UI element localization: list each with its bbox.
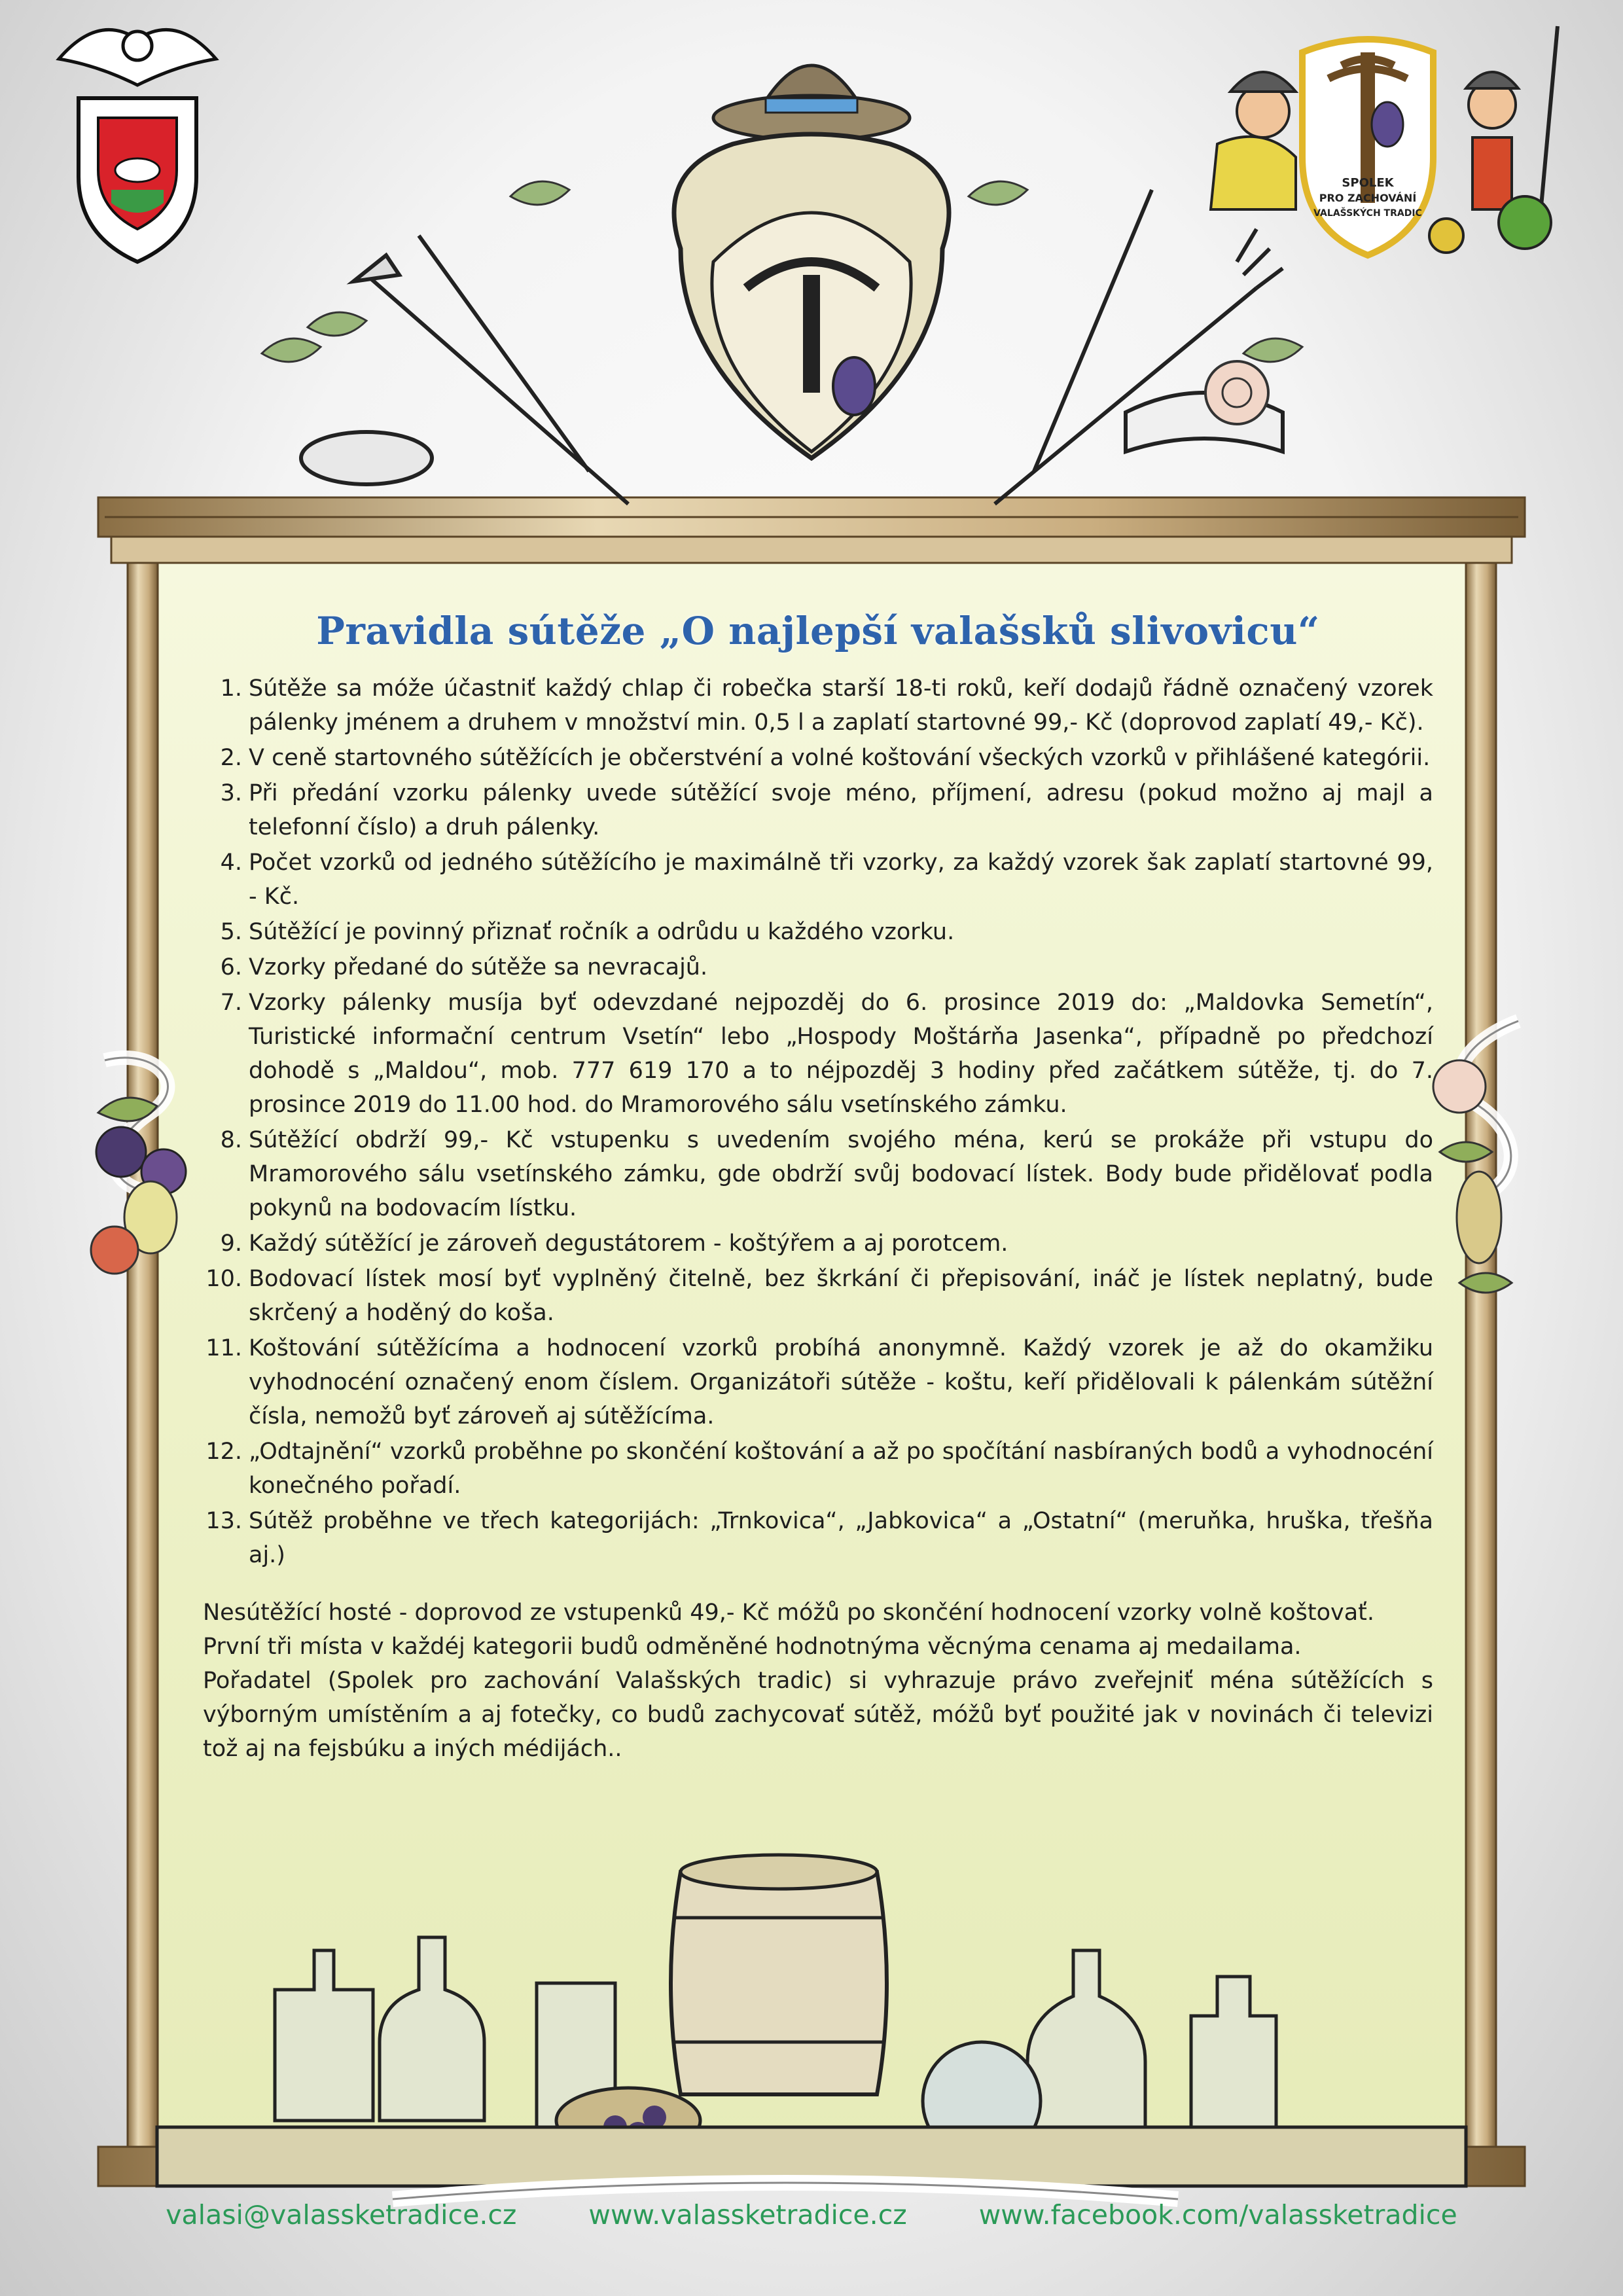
rule-number: 11.: [205, 1335, 242, 1361]
rule-number: 3.: [220, 780, 242, 806]
rule-text: Koštování sútěžícíma a hodnocení vzorků probíhá anonymně. Každý vzorek je až do okamžiku vyhodnocéní označený enom číslem. Organizátoři sútěže - koštu, keří přidělovali k pálenkám sútěžní čísla, nemožů byť zároveň aj sútěžícíma.: [249, 1335, 1433, 1429]
rules-list: [203, 672, 1433, 1572]
rules-content: [203, 609, 1433, 1766]
rule-text: Vzorky pálenky musíja byť odevzdané nejpozděj do 6. prosince 2019 do: „Maldovka Semetín“, Turistické informační centrum Vsetín“ lebo „Hospody Moštárňa Jasenka“, případně po předchozí dohodě s „Maldou“, mob. 777 619 170 a to néjpozděj 3 hodiny před začátkem sútěže, tj. do 7. prosince 2019 do 11.00 hod. do Mramorového sálu vsetínského zámku.: [249, 990, 1433, 1118]
rule-text: Sútěže sa móže účastniť každý chlap či robečka starší 18-ti roků, keří dodajů řádně označený vzorek pálenky jménem a druhem v množství min. 0,5 l a zaplatí startovné 99,- Kč (doprovod zaplatí 49,- Kč).: [249, 675, 1433, 736]
facebook-link[interactable]: www.facebook.com/valassketradice: [978, 2199, 1457, 2231]
rule-text: Vzorky předané do sútěže sa nevracajů.: [249, 954, 708, 980]
note-paragraph: Nesútěžící hosté - doprovod ze vstupenků 49,- Kč móžů po skončéní hodnocení vzorky volně koštovať.: [203, 1600, 1375, 1626]
society-emblem-icon: [1211, 26, 1558, 255]
rule-text: V ceně startovného sútěžících je občerstvéní a volné koštování všeckých vzorků v přihlášené kategórii.: [249, 745, 1431, 771]
note-paragraph: Pořadatel (Spolek pro zachování Valašských tradic) si vyhrazuje právo zveřejniť ména sútěžících s výborným umístěním a aj fotečky, co budů zachycovať sútěž, móžů byť použité jak v novinách či televizi tož aj na fejsbúku a iných médijách..: [203, 1668, 1433, 1762]
emblem-text-line1: SPOLEK: [1342, 176, 1394, 190]
rule-text: Každý sútěžící je zároveň degustátorem - koštýřem a aj porotcem.: [249, 1230, 1008, 1257]
right-tools: [995, 190, 1283, 504]
rule-number: 12.: [205, 1439, 242, 1465]
emblem-text-line3: VALAŠSKÝCH TRADIC: [1313, 208, 1422, 219]
rule-number: 8.: [220, 1127, 242, 1153]
footer-links: [0, 2199, 1623, 2245]
rule-item: [203, 1435, 1433, 1503]
header-artwork: [0, 0, 1623, 609]
rule-item: [203, 776, 1433, 844]
rule-number: 13.: [205, 1508, 242, 1534]
rose-icon: [1205, 361, 1268, 424]
hat-icon: [713, 65, 910, 140]
rule-number: 10.: [205, 1266, 242, 1292]
tree-shield-emblem-icon: [674, 134, 949, 458]
rule-text: Sútěžící je povinný přiznať ročník a odrůdu u každého vzorku.: [249, 919, 955, 945]
rule-text: „Odtajnění“ vzorků proběhne po skončéní koštování a až po spočítání nasbíraných bodů a vyhodnocéní konečného pořadí.: [249, 1439, 1433, 1499]
note-paragraph: První tři místa v každéj kategorii budů odměněné hodnotnýma věcnýma cenama aj medailama.: [203, 1634, 1302, 1660]
rule-item: [203, 1331, 1433, 1433]
rule-item: [203, 986, 1433, 1122]
rule-item: [203, 1227, 1433, 1261]
rule-text: Bodovací lístek mosí byť vyplněný čitelně, bez škrkání či přepisování, ináč je lístek neplatný, bude skrčený a hoděný do koša.: [249, 1266, 1433, 1326]
rule-number: 4.: [220, 850, 242, 876]
rule-text: Sútěžící obdrží 99,- Kč vstupenku s uvedením svojého ména, kerú se prokáže při vstupu do Mramorového sálu vsetínského zámku, gde obdrží svůj bodovací lístek. Body bude přidělovať podla pokynů na bodovacím lístku.: [249, 1127, 1433, 1221]
rule-number: 1.: [220, 675, 242, 702]
town-coat-of-arms-icon: [59, 29, 216, 262]
rule-item: [203, 1504, 1433, 1572]
rule-number: 5.: [220, 919, 242, 945]
website-link[interactable]: www.valassketradice.cz: [588, 2199, 907, 2231]
footer-artwork: [0, 1820, 1623, 2238]
rule-number: 2.: [220, 745, 242, 771]
rule-item: [203, 1262, 1433, 1330]
emblem-text-line2: PRO ZACHOVÁNÍ: [1319, 192, 1417, 204]
rule-item: [203, 915, 1433, 949]
rule-item: [203, 846, 1433, 914]
rule-number: 7.: [220, 990, 242, 1016]
rule-item: [203, 672, 1433, 740]
rule-number: 9.: [220, 1230, 242, 1257]
notes: [203, 1596, 1433, 1766]
barrel-icon: [671, 1855, 887, 2094]
rule-item: [203, 741, 1433, 775]
page-title: Pravidla sútěže „O najlepší valašsků slivovicu“: [316, 609, 1320, 653]
rule-text: Při předání vzorku pálenky uvede sútěžící svoje méno, příjmení, adresu (pokud možno aj majl a telefonní číslo) a druh pálenky.: [249, 780, 1433, 840]
rule-text: Sútěž proběhne ve třech kategorijách: „Trnkovica“, „Jabkovica“ a „Ostatní“ (meruňka, hruška, třešňa aj.): [249, 1508, 1433, 1568]
rule-item: [203, 1123, 1433, 1225]
rule-number: 6.: [220, 954, 242, 980]
email-link[interactable]: valasi@valassketradice.cz: [166, 2199, 517, 2231]
rule-item: [203, 950, 1433, 984]
left-tools: [301, 236, 628, 504]
rule-text: Počet vzorků od jedného sútěžícího je maximálně tři vzorky, za každý vzorek šak zaplatí startovné 99, - Kč.: [249, 850, 1433, 910]
